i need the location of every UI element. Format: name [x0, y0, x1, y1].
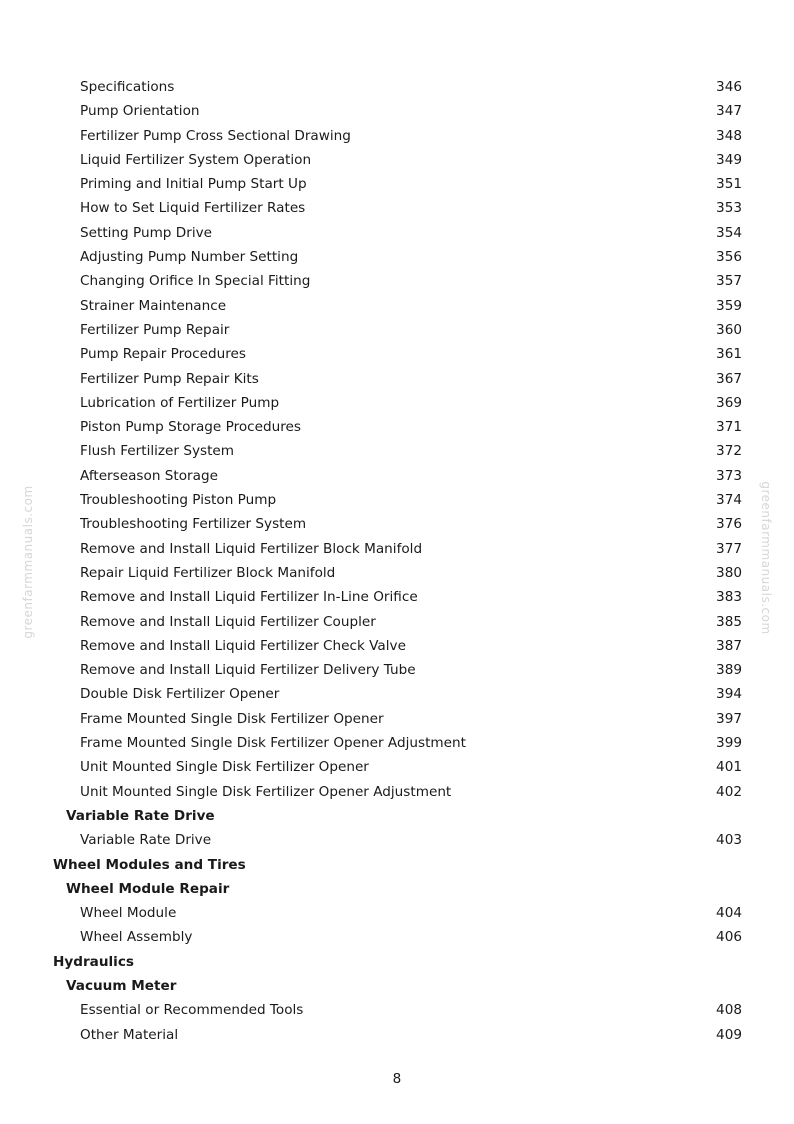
toc-entry-title: Remove and Install Liquid Fertilizer In-Line Orifice [80, 589, 418, 606]
toc-entry[interactable] [0, 682, 794, 706]
toc-entry-page-number: 367 [716, 370, 742, 387]
table-of-contents [0, 75, 794, 1047]
toc-entry[interactable] [0, 221, 794, 245]
toc-entry-page-number: 357 [716, 273, 742, 290]
toc-entry-title: Remove and Install Liquid Fertilizer Delivery Tube [80, 662, 416, 679]
toc-entry-title: Pump Repair Procedures [80, 346, 246, 363]
toc-entry[interactable] [0, 658, 794, 682]
toc-entry-title: Specifications [80, 79, 175, 95]
toc-entry[interactable] [0, 998, 794, 1022]
toc-entry[interactable] [0, 780, 794, 804]
toc-entry-page-number: 369 [716, 394, 742, 411]
toc-entry-page-number: 389 [716, 662, 742, 679]
toc-entry[interactable] [0, 172, 794, 196]
toc-entry[interactable] [0, 342, 794, 366]
toc-entry-title: Lubrication of Fertilizer Pump [80, 394, 280, 411]
toc-entry-page-number: 349 [716, 151, 742, 168]
toc-entry-page-number: 383 [716, 589, 742, 606]
toc-entry[interactable] [0, 439, 794, 463]
toc-entry-title: Pump Orientation [80, 103, 200, 120]
toc-entry-title: Fertilizer Pump Repair [80, 321, 230, 338]
toc-entry-page-number: 376 [716, 516, 742, 533]
toc-entry-title: Piston Pump Storage Procedures [80, 419, 301, 436]
toc-entry-page-number: 387 [716, 637, 742, 654]
toc-entry[interactable] [0, 901, 794, 925]
toc-entry-title: Wheel Modules and Tires [53, 856, 246, 873]
toc-entry[interactable] [0, 245, 794, 269]
toc-entry-page-number: 359 [716, 297, 742, 314]
toc-entry-title: Wheel Assembly [80, 929, 193, 946]
toc-entry-page-number: 401 [716, 759, 742, 776]
toc-entry[interactable] [0, 269, 794, 293]
toc-entry[interactable] [0, 610, 794, 634]
toc-entry-title: Liquid Fertilizer System Operation [80, 151, 312, 168]
toc-entry-page-number: 385 [716, 613, 742, 630]
toc-entry[interactable] [0, 99, 794, 123]
toc-entry-page-number: 354 [716, 224, 742, 241]
toc-entry-page-number: 397 [716, 710, 742, 727]
toc-entry-page-number: 399 [716, 735, 742, 752]
toc-entry-title: Essential or Recommended Tools [80, 1002, 304, 1019]
toc-entry-page-number: 409 [716, 1026, 742, 1043]
toc-entry-page-number: 347 [716, 103, 742, 120]
toc-entry-page-number: 394 [716, 686, 742, 703]
toc-entry-page-number: 380 [716, 564, 742, 581]
toc-entry-title: Wheel Module [80, 905, 177, 922]
toc-entry-page-number: 377 [716, 540, 742, 557]
toc-entry[interactable] [0, 561, 794, 585]
toc-entry[interactable] [0, 1023, 794, 1047]
toc-entry-title: Frame Mounted Single Disk Fertilizer Opener [80, 710, 384, 727]
toc-entry[interactable] [0, 634, 794, 658]
toc-entry-title: Fertilizer Pump Cross Sectional Drawing [80, 127, 351, 144]
toc-entry[interactable] [0, 925, 794, 949]
toc-entry[interactable] [0, 537, 794, 561]
toc-section-heading[interactable] [0, 853, 794, 877]
toc-entry-title: Other Material [80, 1026, 179, 1043]
toc-entry-page-number: 371 [716, 419, 742, 436]
toc-entry-title: Strainer Maintenance [80, 297, 227, 314]
toc-section-heading[interactable] [0, 974, 794, 998]
toc-entry-page-number: 348 [716, 127, 742, 144]
toc-entry-title: Afterseason Storage [80, 467, 218, 484]
toc-entry[interactable] [0, 196, 794, 220]
toc-entry-title: Troubleshooting Piston Pump [80, 492, 277, 509]
toc-entry[interactable] [0, 367, 794, 391]
watermark-left: greenfarmmanuals.com [21, 485, 35, 639]
toc-entry-title: Adjusting Pump Number Setting [80, 249, 299, 266]
toc-entry-page-number: 346 [716, 79, 742, 95]
toc-entry-title: How to Set Liquid Fertilizer Rates [80, 200, 306, 217]
toc-entry[interactable] [0, 755, 794, 779]
toc-entry-page-number: 403 [716, 832, 742, 849]
toc-entry[interactable] [0, 464, 794, 488]
toc-entry-title: Double Disk Fertilizer Opener [80, 686, 280, 703]
toc-entry-title: Vacuum Meter [66, 977, 177, 994]
toc-entry[interactable] [0, 318, 794, 342]
toc-entry[interactable] [0, 148, 794, 172]
toc-entry[interactable] [0, 391, 794, 415]
toc-entry-title: Remove and Install Liquid Fertilizer Block Manifold [80, 540, 423, 557]
toc-entry-title: Fertilizer Pump Repair Kits [80, 370, 259, 387]
toc-entry-page-number: 373 [716, 467, 742, 484]
toc-entry[interactable] [0, 585, 794, 609]
watermark-right: greenfarmmanuals.com [759, 481, 773, 635]
toc-entry-title: Frame Mounted Single Disk Fertilizer Opener Adjustment [80, 735, 466, 752]
toc-entry[interactable] [0, 707, 794, 731]
toc-entry[interactable] [0, 488, 794, 512]
toc-entry[interactable] [0, 294, 794, 318]
toc-entry[interactable] [0, 124, 794, 148]
toc-entry-title: Wheel Module Repair [66, 880, 230, 897]
toc-entry-page-number: 408 [716, 1002, 742, 1019]
toc-entry-title: Hydraulics [53, 953, 134, 970]
toc-entry-title: Priming and Initial Pump Start Up [80, 176, 307, 193]
toc-entry-title: Flush Fertilizer System [80, 443, 235, 460]
toc-section-heading[interactable] [0, 804, 794, 828]
toc-entry-page-number: 356 [716, 249, 742, 266]
toc-entry-page-number: 360 [716, 321, 742, 338]
toc-entry-page-number: 374 [716, 492, 742, 509]
toc-entry-title: Unit Mounted Single Disk Fertilizer Opener Adjustment [80, 783, 452, 800]
toc-entry-title: Changing Orifice In Special Fitting [80, 273, 311, 290]
toc-entry-title: Repair Liquid Fertilizer Block Manifold [80, 564, 336, 581]
toc-entry[interactable] [0, 512, 794, 536]
toc-entry-title: Remove and Install Liquid Fertilizer Check Valve [80, 637, 406, 654]
toc-entry[interactable] [0, 828, 794, 852]
toc-entry-title: Setting Pump Drive [80, 224, 213, 241]
toc-entry-page-number: 361 [716, 346, 742, 363]
toc-section-heading[interactable] [0, 950, 794, 974]
toc-section-heading[interactable] [0, 877, 794, 901]
toc-entry-title: Troubleshooting Fertilizer System [80, 516, 307, 533]
toc-entry-page-number: 353 [716, 200, 742, 217]
toc-entry[interactable] [0, 415, 794, 439]
toc-entry-title: Remove and Install Liquid Fertilizer Coupler [80, 613, 376, 630]
page-number: 8 [392, 1071, 402, 1087]
toc-entry-page-number: 351 [716, 176, 742, 193]
toc-entry-page-number: 404 [716, 905, 742, 922]
toc-entry-title: Variable Rate Drive [80, 832, 212, 849]
toc-entry[interactable] [0, 75, 794, 99]
toc-entry-title: Variable Rate Drive [66, 807, 215, 824]
toc-entry-page-number: 402 [716, 783, 742, 800]
toc-entry-title: Unit Mounted Single Disk Fertilizer Opener [80, 759, 369, 776]
toc-entry[interactable] [0, 731, 794, 755]
toc-entry-page-number: 372 [716, 443, 742, 460]
toc-entry-page-number: 406 [716, 929, 742, 946]
